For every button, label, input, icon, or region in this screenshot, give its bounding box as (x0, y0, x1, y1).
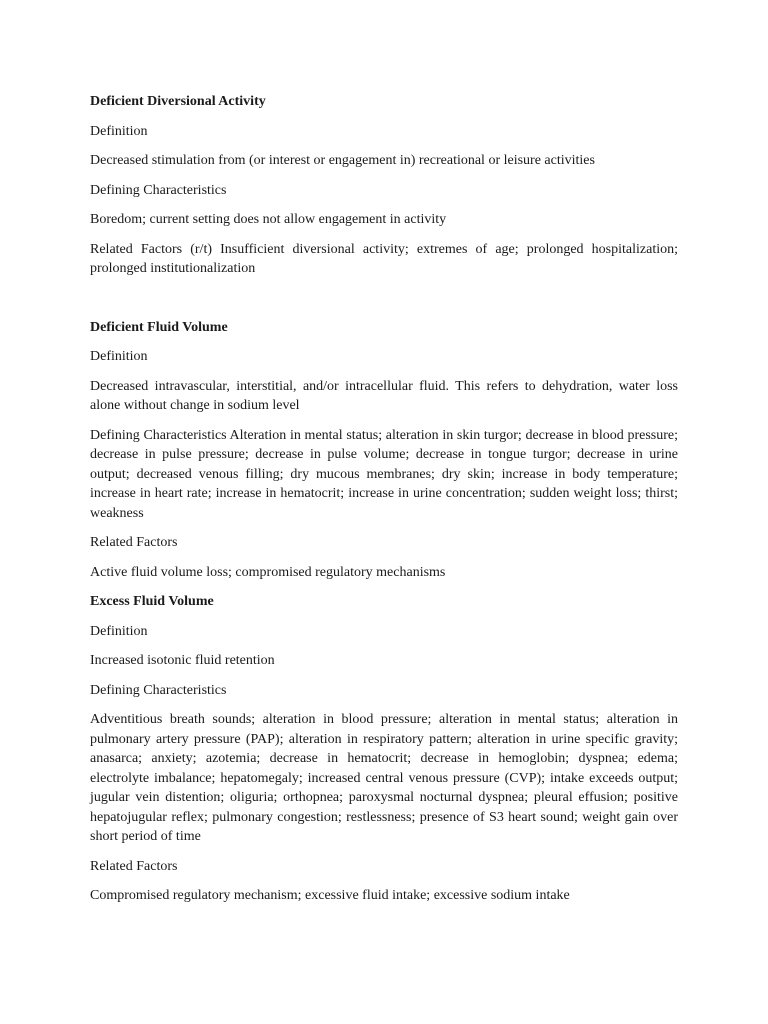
paragraph: Compromised regulatory mechanism; excessive fluid intake; excessive sodium intake (90, 888, 570, 903)
paragraph: Defining Characteristics (90, 682, 227, 698)
section-title: Excess Fluid Volume (90, 594, 214, 609)
paragraph: Adventitious breath sounds; alteration in blood pressure; alteration in mental status; alteration in pulmonary artery pressure (PAP); alteration in respiratory pattern; alteration in urine specific gravity; anasarca; anxiety; azotemia; decrease in hematocrit; decrease in hemoglobin; dyspnea; edema; electrolyte imbalance; hepatomegaly; increased central venous pressure (CVP); intake exceeds output; jugular vein distention; oliguria; orthopnea; paroxysmal nocturnal dyspnea; pleural effusion; positive hepatojugular reflex; pulmonary congestion; restlessness; presence of S3 heart sound; weight gain over short period of time (90, 712, 678, 844)
section-excess-fluid-volume (90, 592, 678, 906)
paragraph: Related Factors (r/t) Insufficient diversional activity; extremes of age; prolonged hospitalization; prolonged institutionalization (90, 241, 678, 276)
section-deficient-diversional-activity (90, 92, 678, 279)
paragraph: Decreased intravascular, interstitial, and/or intracellular fluid. This refers to dehydration, water loss alone without change in sodium level (90, 378, 678, 413)
paragraph: Decreased stimulation from (or interest or engagement in) recreational or leisure activities (90, 153, 595, 168)
paragraph: Related Factors (90, 535, 178, 550)
section-title: Deficient Diversional Activity (90, 94, 266, 109)
section-title: Deficient Fluid Volume (90, 319, 228, 335)
paragraph: Active fluid volume loss; compromised regulatory mechanisms (90, 564, 446, 580)
paragraph: Boredom; current setting does not allow engagement in activity (90, 212, 447, 227)
paragraph: Defining Characteristics (90, 182, 227, 198)
paragraph: Definition (90, 123, 148, 139)
paragraph: Definition (90, 349, 148, 364)
paragraph: Increased isotonic fluid retention (90, 653, 275, 668)
document-page (90, 92, 678, 916)
paragraph: Definition (90, 623, 148, 639)
section-deficient-fluid-volume (90, 318, 678, 583)
section-spacer (90, 289, 678, 318)
paragraph: Defining Characteristics Alteration in mental status; alteration in skin turgor; decrease in blood pressure; decrease in pulse pressure; decrease in pulse volume; decrease in tongue turgor; decrease in urine output; decreased venous filling; dry mucous membranes; dry skin; increase in body temperature; increase in heart rate; increase in hematocrit; increase in urine concentration; sudden weight loss; thirst; weakness (90, 427, 678, 521)
paragraph: Related Factors (90, 858, 178, 874)
